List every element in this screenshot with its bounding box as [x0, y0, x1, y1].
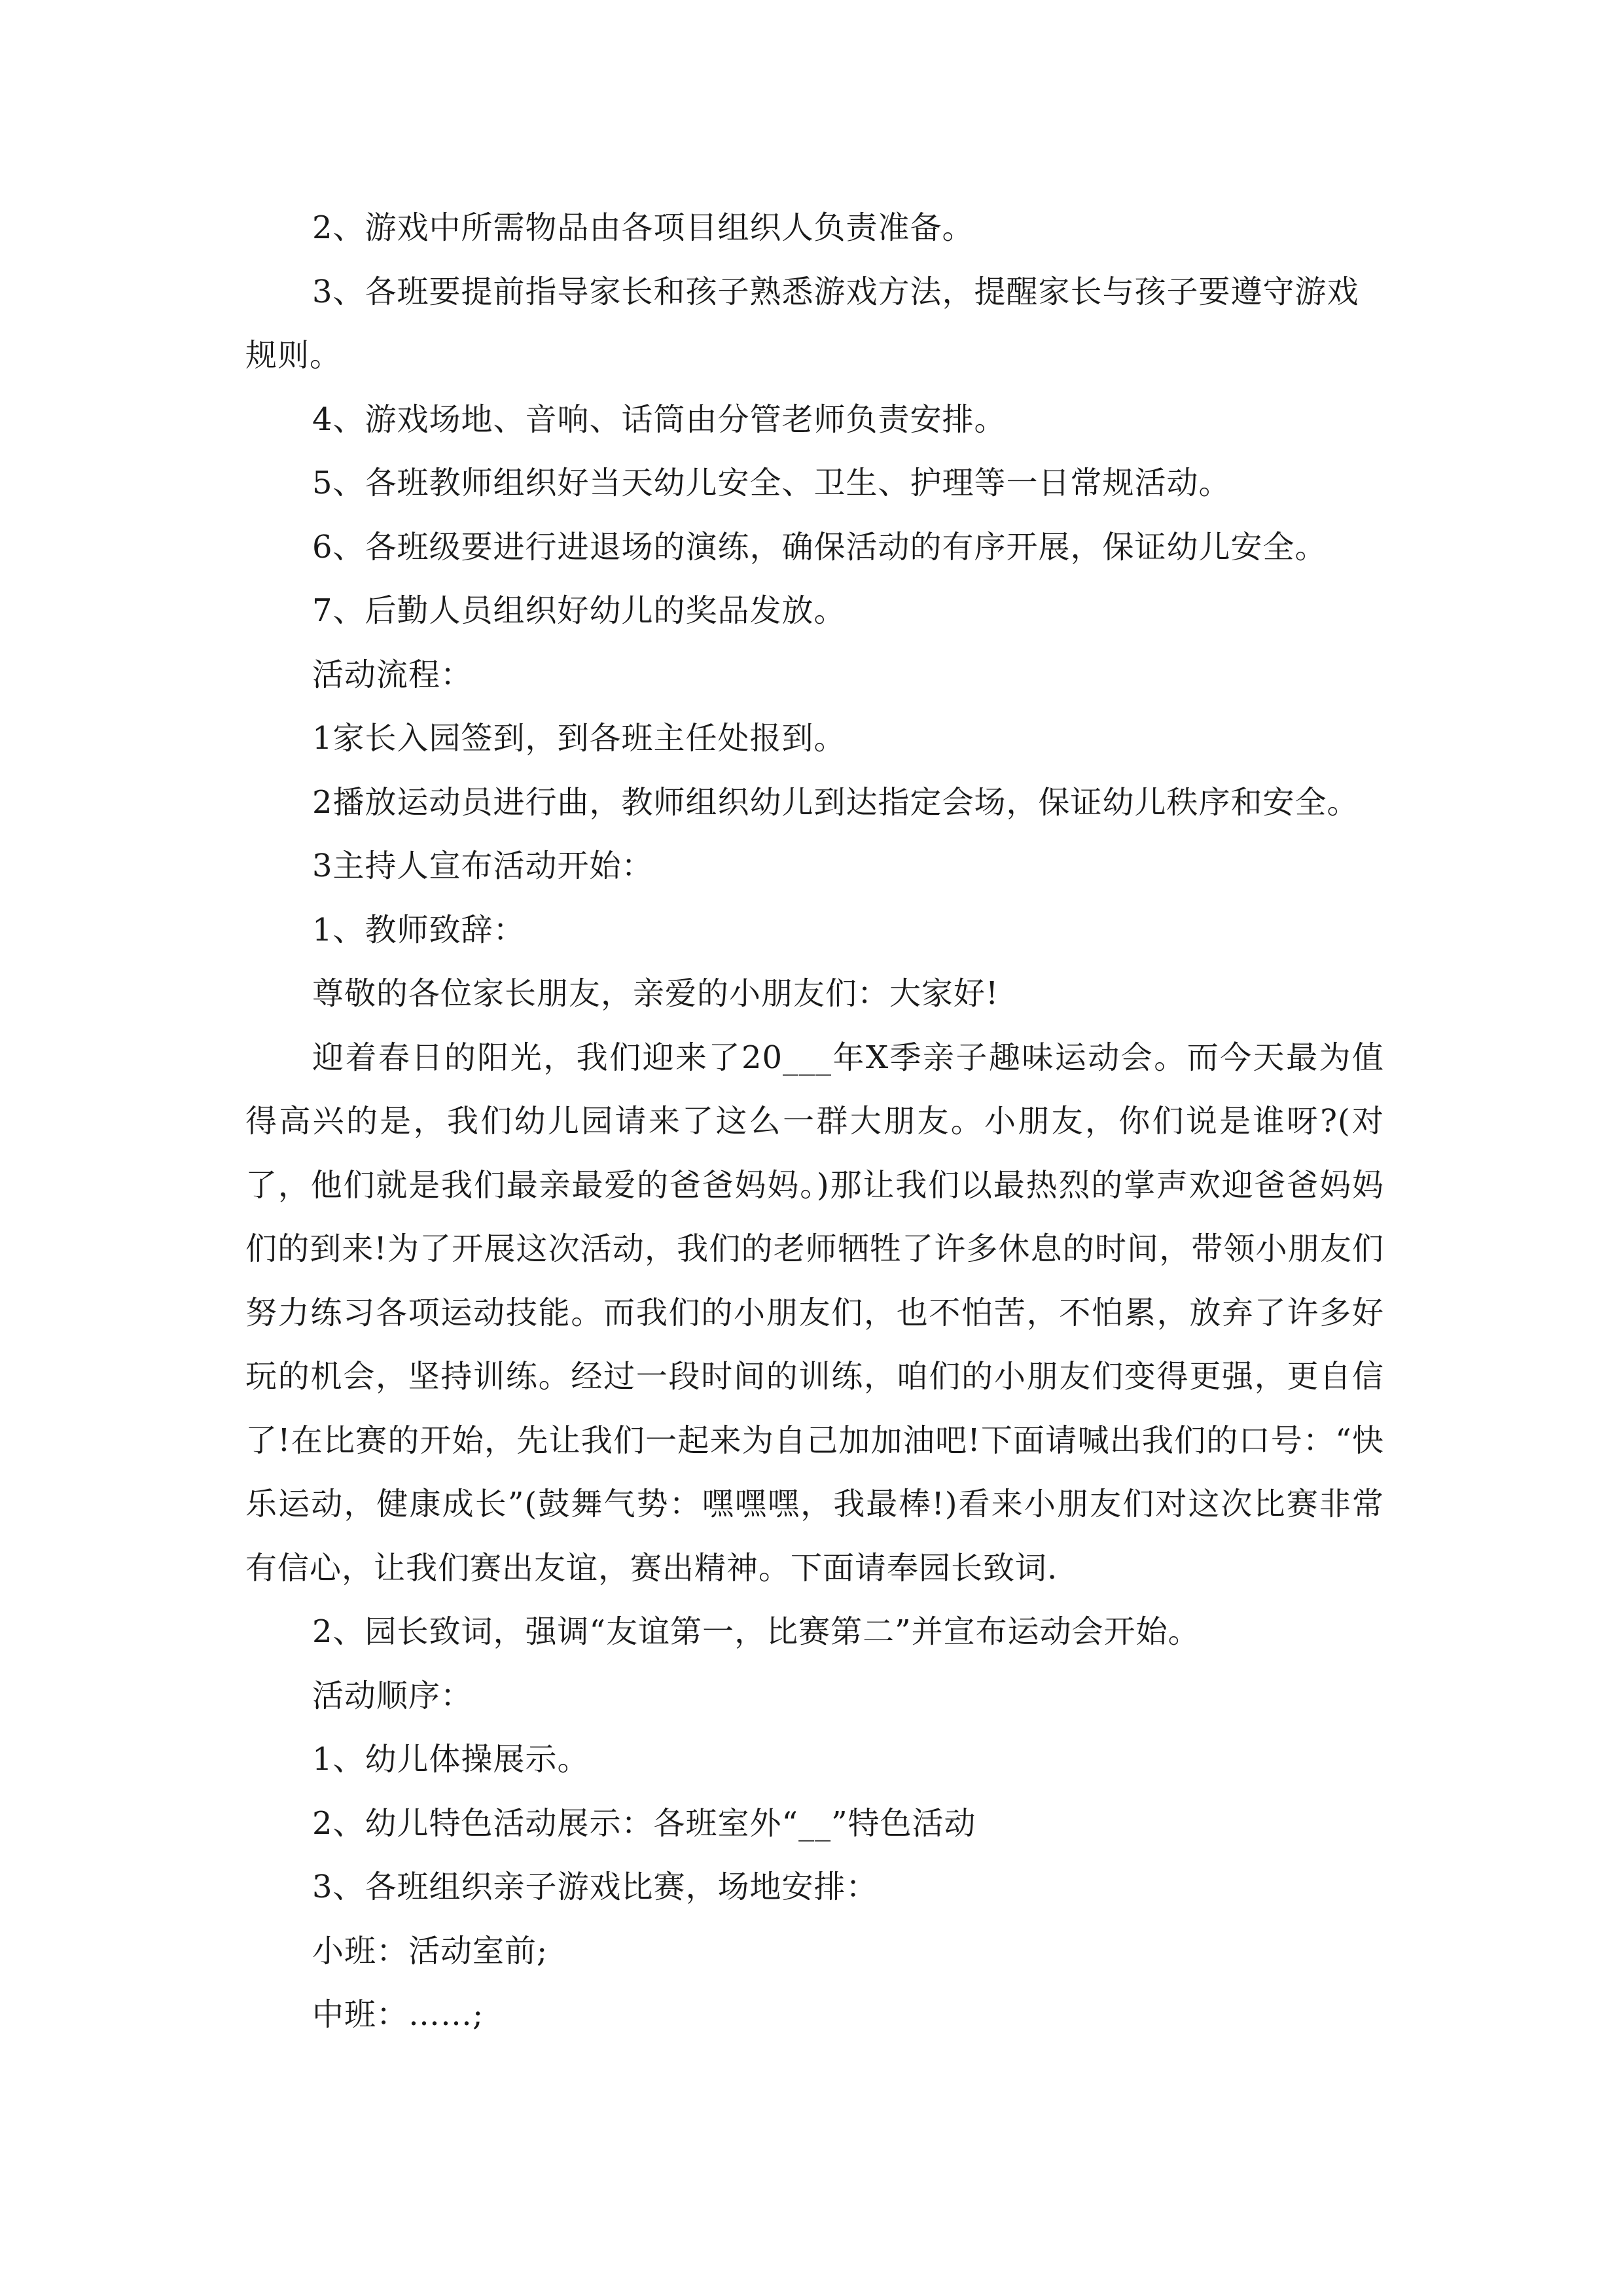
speech-greeting: 尊敬的各位家长朋友，亲爱的小朋友们：大家好! — [312, 975, 999, 1012]
paragraph-item-5: 5、各班教师组织好当天幼儿安全、卫生、护理等一日常规活动。 — [312, 465, 1231, 501]
venue-middle-class: 中班：……; — [312, 1996, 484, 2033]
section-heading-activity-flow: 活动流程： — [312, 656, 473, 693]
order-item-1: 1、幼儿体操展示。 — [312, 1741, 590, 1778]
flow-step-1: 1家长入园签到，到各班主任处报到。 — [312, 720, 846, 757]
paragraph-item-7: 7、后勤人员组织好幼儿的奖品发放。 — [312, 592, 846, 629]
paragraph-item-4: 4、游戏场地、音响、话筒由分管老师负责安排。 — [312, 401, 1007, 438]
order-item-3: 3、各班组织亲子游戏比赛，场地安排： — [312, 1869, 878, 1905]
document-body — [245, 196, 1384, 2047]
principal-speech-item: 2、园长致词，强调“友谊第一，比赛第二”并宣布运动会开始。 — [312, 1613, 1200, 1650]
flow-step-3: 3主持人宣布活动开始： — [312, 848, 654, 884]
paragraph-item-2: 2、游戏中所需物品由各项目组织人负责准备。 — [312, 209, 974, 246]
order-item-2: 2、幼儿特色活动展示：各班室外“__”特色活动 — [312, 1804, 976, 1842]
paragraph-item-6: 6、各班级要进行进退场的演练，确保活动的有序开展，保证幼儿安全。 — [312, 528, 1327, 565]
venue-small-class: 小班：活动室前; — [312, 1932, 548, 1969]
speech-body: 迎着春日的阳光，我们迎来了20___年X季亲子趣味运动会。而今天最为值得高兴的是，我们幼儿园请来了这么一群大朋友。小朋友，你们说是谁呀?(对了，他们就是我们最亲最爱的爸爸妈妈。)那让我们以最热烈的掌声欢迎爸爸妈妈们的到来!为了开展这次活动，我们的老师牺牲了许多休息的时间，带领小朋友们努力练习各项运动技能。而我们的小朋友们，也不怕苦，不怕累，放弃了许多好玩的机会，坚持训练。经过一段时间的训练，咱们的小朋友们变得更强，更自信了!在比赛的开始，先让我们一起来为自己加加油吧!下面请喊出我们的口号：“快乐运动，健康成长”(鼓舞气势：嘿嘿嘿，我最棒!)看来小朋友们对这次比赛非常有信心，让我们赛出友谊，赛出精神。下面请奉园长致词. — [245, 1039, 1384, 1587]
paragraph-item-3: 3、各班要提前指导家长和孩子熟悉游戏方法，提醒家长与孩子要遵守游戏规则。 — [245, 273, 1359, 374]
flow-step-2: 2播放运动员进行曲，教师组织幼儿到达指定会场，保证幼儿秩序和安全。 — [312, 783, 1359, 821]
speech-heading-teacher: 1、教师致辞： — [312, 911, 526, 948]
section-heading-activity-order: 活动顺序： — [312, 1677, 473, 1714]
